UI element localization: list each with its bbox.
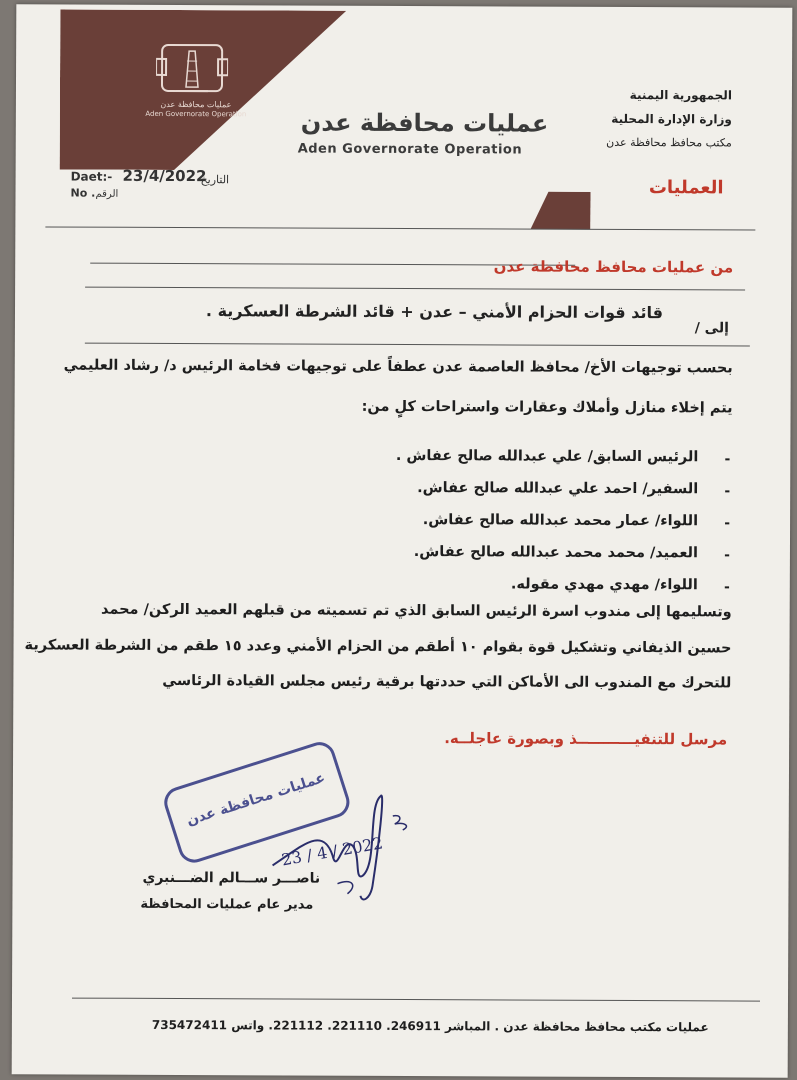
date-label-ar: التاريخ <box>200 173 230 187</box>
official-stamp: عمليات محافظة عدن <box>160 738 353 867</box>
date-value: 23/4/2022 <box>122 166 207 186</box>
body-line-1: وتسليمها إلى مندوب اسرة الرئيس السابق الذي تم تسميته من قبلهم العميد الركن/ محمد <box>100 601 732 621</box>
signer-title: مدير عام عمليات المحافظة <box>140 896 314 913</box>
handwritten-signature <box>242 785 443 906</box>
list-bullet: - <box>724 515 731 532</box>
list-item: السفير/ احمد علي عبدالله صالح عفاش. <box>417 480 699 498</box>
number-label-ar: الرقم <box>95 188 119 200</box>
closing-line: مرسل للتنفيـــــــــــذ وبصورة عاجلــه. <box>444 729 728 749</box>
from-divider <box>85 287 745 291</box>
list-bullet: - <box>724 483 731 500</box>
logo-caption-en: Aden Governorate Operation <box>145 109 247 119</box>
body-line-2: حسين الذيفاني وتشكيل قوة بقوام ١٠ أطقم من الحزام الأمني وعدد ١٥ طقم من الشرطة العسكرية <box>24 637 732 657</box>
header-divider <box>45 226 755 230</box>
operations-title: العمليات <box>648 177 724 199</box>
handwritten-date: 23 / 4 / 2022 <box>280 833 385 870</box>
recipient-text: قائد قوات الحزام الأمني – عدن + قائد الشرطة العسكرية . <box>205 301 664 323</box>
office-line: مكتب محافظ محافظة عدن <box>606 135 732 150</box>
footer-contacts: عمليات مكتب محافظ محافظة عدن . المباشر 246911. 221110. 221112. واتس 735472411 <box>151 1017 709 1035</box>
list-bullet: - <box>724 547 730 564</box>
document-page <box>12 4 793 1077</box>
letterhead-tab-shape <box>530 192 590 230</box>
org-name-ar: عمليات محافظة عدن <box>300 108 549 138</box>
body-line-3: للتحرك مع المندوب الى الأماكن التي حددتها برقية رئيس مجلس القيادة الرئاسي <box>162 672 732 692</box>
ministry-header <box>606 83 732 156</box>
footer-divider <box>72 998 760 1002</box>
list-bullet: - <box>724 451 731 468</box>
ministry-line: وزارة الإدارة المحلية <box>611 111 732 127</box>
date-label-en: Daet:- <box>70 169 113 184</box>
list-item: اللواء/ مهدي مهدي مقوله. <box>510 576 698 594</box>
to-divider <box>85 343 750 347</box>
governorate-logo-icon <box>156 41 228 103</box>
list-item: الرئيس السابق/ علي عبدالله صالح عفاش . <box>395 447 699 466</box>
org-name-en: Aden Governorate Operation <box>297 141 523 158</box>
intro-line-1: بحسب توجيهات الأخ/ محافظ العاصمة عدن عطفاً على توجيهات فخامة الرئيس د/ رشاد العليمي <box>63 357 733 377</box>
recipient-label: إلى / <box>694 320 729 337</box>
republic-line: الجمهورية اليمنية <box>629 87 732 103</box>
list-bullet: - <box>723 579 730 596</box>
list-item: اللواء/ عمار محمد عبدالله صالح عفاش. <box>422 512 699 530</box>
signer-name: ناصـــر ســـالم الضـــنبري <box>142 869 321 887</box>
intro-line-2: يتم إخلاء منازل وأملاك وعقارات واستراحات كلٍ من: <box>361 398 733 417</box>
number-label-en: No . <box>70 186 96 200</box>
date-field <box>71 167 207 186</box>
sender-line: من عمليات محافظ محافظة عدن <box>493 257 734 277</box>
logo-caption-ar: عمليات محافظة عدن <box>160 99 232 110</box>
list-item: العميد/ محمد محمد عبدالله صالح عفاش. <box>413 544 698 562</box>
